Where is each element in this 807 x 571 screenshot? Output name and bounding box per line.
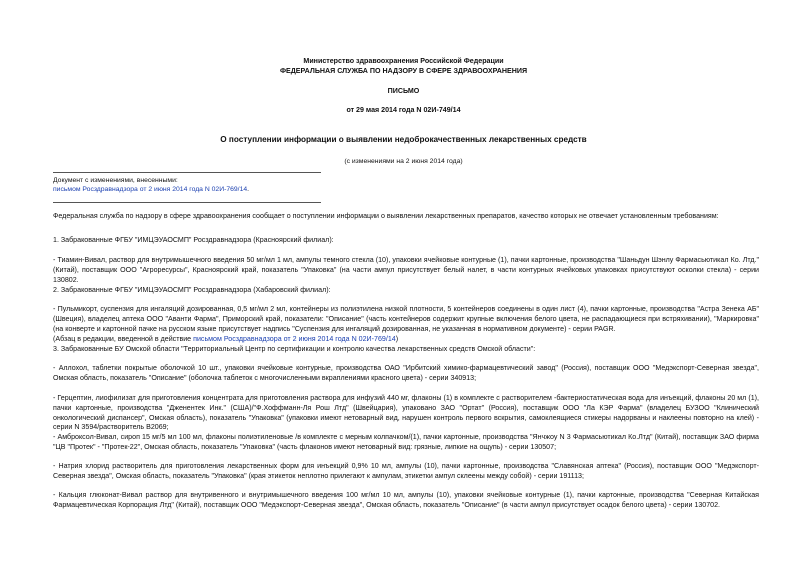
item-herceptin: - Герцептин, лиофилизат для приготовления концентрата для приготовления раствора для инфузий 440 мг, флаконы (1) в комплекте с растворителем -бактериостатическая вода для инъекций, флаконы 20 мл (1), пачки картонные, производства "Дженентек Инк." (США)/"Ф.Хоффманн-Ля Рош Лтд" (Швейцария), упаковано ЗАО "Ортат" (Россия), поставщик ООО "Ла КЭР Фарма" (владелец БУЗОО "Клинический онкологический диспансер", Омская область), показатель "Упаковка" (упаковки имеют нетоварный вид, нарушен контроль первого вскрытия, самоклеящиеся стикеры надорваны и наклеены повторно на клей) - серии N 3594/растворитель B2069;: [53, 394, 759, 432]
section-2-heading: 2. Забракованные ФГБУ "ИМЦЭУАОСМП" Росздравнадзора (Хабаровский филиал):: [53, 286, 331, 294]
section-1-heading: 1. Забракованные ФГБУ "ИМЦЭУАОСМП" Росздравнадзора (Красноярский филиал):: [53, 236, 334, 244]
revision-note: (с изменениями на 2 июня 2014 года): [344, 158, 463, 165]
item-pulmicort: - Пульмикорт, суспензия для ингаляций дозированная, 0,5 мг/мл 2 мл, контейнеры из полиэтилена низкой плотности, 5 контейнеров соединены в один лист (4), пачки картонные, производства "Астра Зенека АБ" (Швеция), владелец аптека ООО "Аванти Фарма", Приморский край, показатели: "Описание" (часть контейнеров содержит крупные включения белого цвета, не распадающиеся при встряхивании), "Маркировка" (на конверте и картонной пачке на русском языке присутствует надпись "Суспензия для ингаляций дозированная, не указанная в нормативном документе) - серии PAGR.: [53, 305, 759, 333]
amendment-note-link[interactable]: письмом Росздравнадзора от 2 июня 2014 года N 02И-769/14: [193, 335, 396, 343]
item-ambroxol: - Амброксол-Вивал, сироп 15 мг/5 мл 100 мл, флаконы полиэтиленовые /в комплекте с мерным колпачком/(1), пачки картонные, производства "Янчжоу N 3 Фармасьютикал Ко.Лтд" (Китай), поставщик ЗАО фирма "ЦВ "Протек" - "Протек-22", Омская область, показатель "Упаковка" (часть флаконов имеют нетоварный вид: грязные, липкие на ощупь) - серии 130507;: [53, 433, 759, 451]
item-sodium-chloride: - Натрия хлорид растворитель для приготовления лекарственных форм для инъекций 0,9% 10 мл, ампулы (10), пачки картонные, производства "Славянская аптека" (Россия), поставщик ООО "Медэкспорт-Северная звезда", Омская область, показатель "Упаковка" (края этикеток неплотно прилегают к ампулам, этикетки ампул склеены между собой) - серии 191113;: [53, 462, 759, 480]
document-title: О поступлении информации о выявлении недоброкачественных лекарственных средств: [220, 135, 587, 144]
amendment-link[interactable]: письмом Росздравнадзора от 2 июня 2014 года N 02И-769/14: [53, 186, 248, 193]
amendment-note: (Абзац в редакции, введенной в действие письмом Росздравнадзора от 2 июня 2014 года N 02И-769/14): [53, 335, 399, 343]
document-type: ПИСЬМО: [387, 87, 420, 95]
bottom-divider: [53, 202, 321, 203]
service-name: ФЕДЕРАЛЬНАЯ СЛУЖБА ПО НАДЗОРУ В СФЕРЕ ЗДРАВООХРАНЕНИЯ: [279, 67, 528, 75]
item-calcium-gluconate: - Кальция глюконат-Вивал раствор для внутривенного и внутримышечного введения 100 мг/мл 10 мл, ампулы (10), упаковки ячейковые контурные (1), пачки картонные, производства "Северная Китайская Фармацевтическая Корпорация Лтд" (Китай), поставщик ООО "Медэкспорт-Северная звезда", Омская область, показатель "Описание" (в части ампул присутствует осадок белого цвета) - серии 130702.: [53, 491, 759, 509]
item-allohol: - Аллохол, таблетки покрытые оболочкой 10 шт., упаковки ячейковые контурные, производства ОАО "Ирбитский химико-фармацевтический завод" (Россия), поставщик ООО "Медэкспорт-Северная звезда", Омская область, показатель "Описание" (оболочка таблеток с многочисленными вкраплениями красного цвета) - серии 340913;: [53, 364, 759, 382]
top-divider: [53, 172, 321, 173]
document-date-number: от 29 мая 2014 года N 02И-749/14: [346, 106, 461, 114]
changes-note-tail: .: [247, 186, 250, 193]
ministry-name: Министерство здравоохранения Российской Федерации: [303, 57, 504, 65]
item-tiamin: - Тиамин-Вивал, раствор для внутримышечного введения 50 мг/мл 1 мл, ампулы темного стекла (10), упаковки ячейковые контурные (1), пачки картонные, производства "Шаньдун Шэнлу Фармасьютикал Ко. Лтд." (Китай), поставщик ООО "Агроресурсы", Красноярский край, показатель "Упаковка" (на части ампул присутствует белый налет, в части контурных ячейковых упаковках присутствуют осколки стекла) - серии 130802.: [53, 256, 759, 284]
changes-note-line: [53, 185, 353, 194]
changes-note: [53, 176, 353, 194]
changes-note-label: Документ с изменениями, внесенными:: [53, 177, 178, 184]
intro-paragraph: Федеральная служба по надзору в сфере здравоохранения сообщает о поступлении информации о выявлении лекарственных препаратов, качество которых не отвечает установленным требованиям:: [53, 212, 719, 220]
section-3-heading: 3. Забракованные БУ Омской области "Территориальный Центр по сертификации и контролю качества лекарственных средств Омской области":: [53, 345, 536, 353]
